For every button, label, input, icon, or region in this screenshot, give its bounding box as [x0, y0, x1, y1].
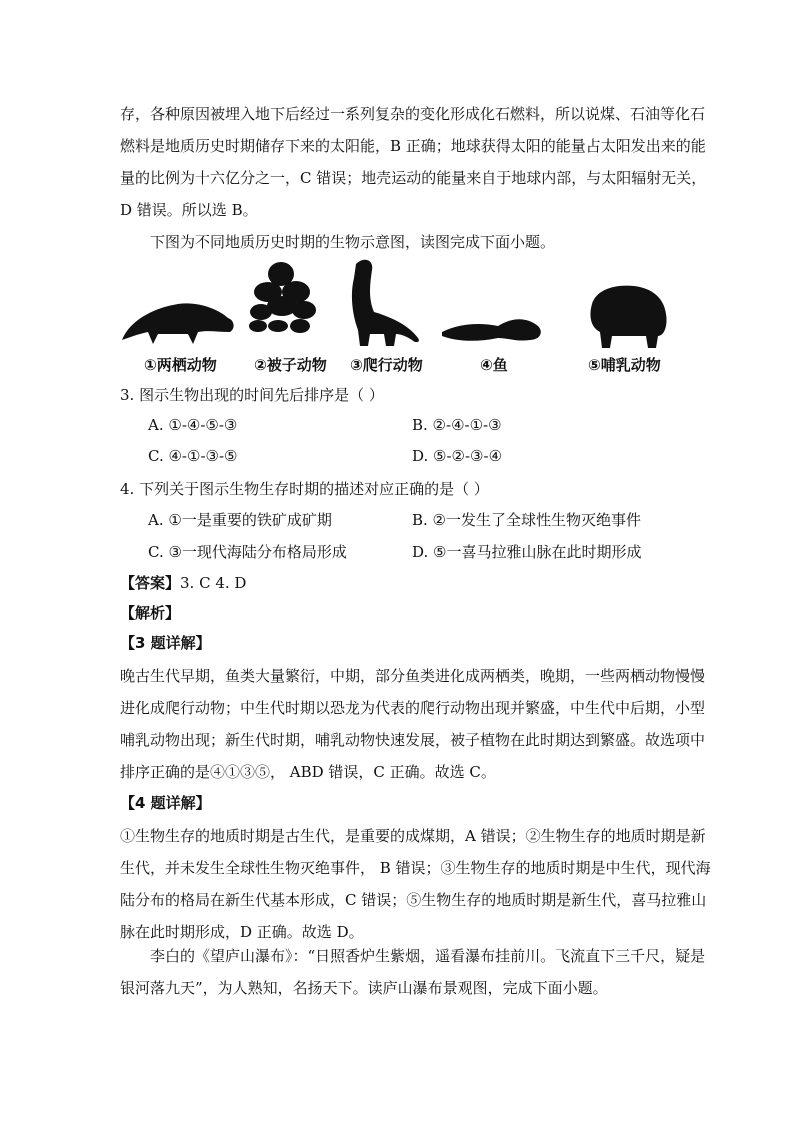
text-line: 李白的《望庐山瀑布》：“日照香炉生紫烟，遥看瀑布挂前川。飞流直下三千尺，疑是 [150, 947, 706, 965]
figure-label-reptile: ③爬行动物 [350, 356, 423, 374]
figure-label-fish: ④鱼 [480, 356, 508, 374]
closing-paragraph [120, 940, 706, 1004]
question-3-option-a: A. ①-④-⑤-③ [148, 416, 238, 434]
figure-label-angiosperm: ②被子动物 [254, 356, 327, 374]
reptile-silhouette [352, 260, 419, 346]
figure-label-mammal: ⑤哺乳动物 [588, 356, 661, 374]
amphibian-silhouette [122, 303, 234, 344]
text-line: 量的比例为十六亿分之一，C 错误；地壳运动的能量来自于地球内部，与太阳辐射无关， [120, 169, 707, 187]
text-line: ①生物生存的地质时期是古生代，是重要的成煤期，A 错误；②生物生存的地质时期是新 [120, 827, 706, 845]
text-line: 陆分布的格局在新生代基本形成，C 错误；⑤生物生存的地质时期是新生代，喜马拉雅山 [120, 891, 707, 909]
figure-label-amphibian: ①两栖动物 [144, 356, 217, 374]
question-4-option-a: A. ①一是重要的铁矿成矿期 [148, 511, 332, 529]
question-4-detail-heading: 【4 题详解】 [120, 794, 211, 812]
text-line: 存，各种原因被埋入地下后经过一系列复杂的变化形成化石燃料，所以说煤、石油等化石 [120, 105, 706, 123]
question-4-option-d: D. ⑤一喜马拉雅山脉在此时期形成 [412, 543, 642, 561]
question-4-option-c: C. ③一现代海陆分布格局形成 [148, 543, 347, 561]
angiosperm-silhouette [249, 262, 316, 333]
answer-text: 3. C 4. D [180, 574, 247, 592]
fish-silhouette [442, 319, 541, 341]
text-line: 进化成爬行动物；中生代时期以恐龙为代表的爬行动物出现并繁盛，中生代中后期，小型 [120, 699, 706, 717]
question-4-stem: 4. 下列关于图示生物生存时期的描述对应正确的是（ ） [120, 480, 489, 498]
text-line: 生代，并未发生全球性生物灭绝事件， B 错误；③生物生存的地质时期是中生代，现代海 [120, 859, 711, 877]
answer-line [120, 572, 246, 593]
question-4-option-b: B. ②一发生了全球性生物灭绝事件 [412, 511, 642, 529]
text-line: 哺乳动物出现；新生代时期，哺乳动物快速发展，被子植物在此时期达到繁盛。故选项中 [120, 731, 706, 749]
figure-intro: 下图为不同地质历史时期的生物示意图，读图完成下面小题。 [150, 233, 556, 251]
question-3-detail [120, 660, 706, 788]
mammal-silhouette [590, 286, 666, 348]
text-line: 脉在此时期形成，D 正确。故选 D。 [120, 923, 364, 941]
question-3-detail-heading: 【3 题详解】 [120, 634, 211, 652]
text-line: D 错误。所以选 B。 [120, 201, 258, 219]
organism-figure [118, 254, 678, 379]
question-3-stem: 3. 图示生物出现的时间先后排序是（ ） [120, 386, 384, 404]
text-line: 银河落九天”，为人熟知，名扬天下。读庐山瀑布景观图，完成下面小题。 [120, 979, 608, 997]
text-line: 排序正确的是④①③⑤， ABD 错误，C 正确。故选 C。 [120, 763, 496, 781]
intro-paragraph [120, 98, 707, 226]
text-line: 晚古生代早期，鱼类大量繁衍，中期，部分鱼类进化成两栖类，晚期，一些两栖动物慢慢 [120, 667, 706, 685]
organism-silhouettes [118, 254, 678, 354]
text-line: 燃料是地质历史时期储存下来的太阳能，B 正确；地球获得太阳的能量占太阳发出来的能 [120, 137, 706, 155]
question-4-detail [120, 820, 711, 948]
question-3-option-c: C. ④-①-③-⑤ [148, 447, 238, 465]
question-3-option-d: D. ⑤-②-③-④ [412, 447, 503, 465]
question-3-option-b: B. ②-④-①-③ [412, 416, 502, 434]
answer-label: 【答案】 [120, 574, 181, 592]
analysis-heading: 【解析】 [120, 604, 181, 622]
